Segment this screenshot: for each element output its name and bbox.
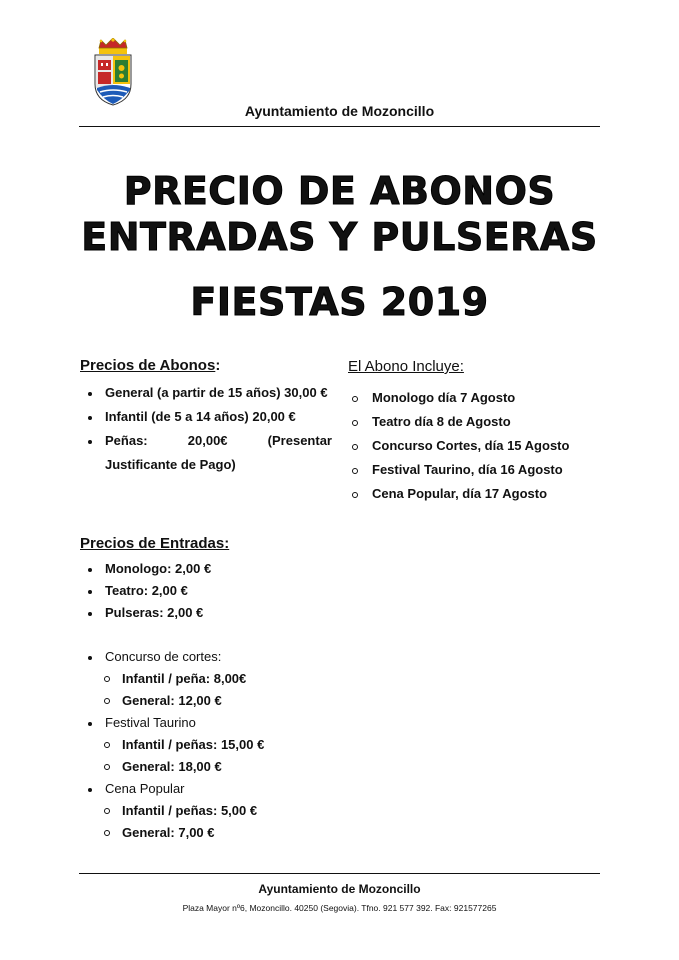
list-item: Cena Popular bbox=[80, 778, 380, 800]
list-item: Infantil / peñas: 5,00 € bbox=[80, 800, 380, 822]
abonos-heading: Precios de Abonos: bbox=[80, 357, 221, 374]
coat-of-arms-icon bbox=[92, 38, 134, 106]
list-item: Monologo: 2,00 € bbox=[80, 558, 380, 580]
list-item: General: 7,00 € bbox=[80, 822, 380, 844]
circle-bullet-icon bbox=[352, 420, 358, 426]
circle-bullet-icon bbox=[104, 808, 110, 814]
list-item: Monologo día 7 Agosto bbox=[350, 386, 650, 410]
circle-bullet-icon bbox=[104, 676, 110, 682]
circle-bullet-icon bbox=[104, 698, 110, 704]
bullet-icon bbox=[88, 656, 92, 660]
header-org-name: Ayuntamiento de Mozoncillo bbox=[244, 103, 435, 119]
incluye-list bbox=[350, 386, 650, 506]
circle-bullet-icon bbox=[352, 492, 358, 498]
list-item: Infantil / peña: 8,00€ bbox=[80, 668, 380, 690]
list-item: Teatro día 8 de Agosto bbox=[350, 410, 650, 434]
list-item: Festival Taurino, día 16 Agosto bbox=[350, 458, 650, 482]
circle-bullet-icon bbox=[352, 444, 358, 450]
bullet-icon bbox=[88, 416, 92, 420]
abonos-list bbox=[80, 381, 332, 477]
list-item: Cena Popular, día 17 Agosto bbox=[350, 482, 650, 506]
circle-bullet-icon bbox=[104, 742, 110, 748]
circle-bullet-icon bbox=[104, 764, 110, 770]
title-line-3: FIESTAS 2019 bbox=[190, 280, 489, 324]
list-item: General (a partir de 15 años) 30,00 € bbox=[80, 381, 332, 405]
list-item: Peñas: 20,00€ (Presentar Justificante de Pago) bbox=[80, 429, 332, 477]
bullet-icon bbox=[88, 568, 92, 572]
circle-bullet-icon bbox=[104, 830, 110, 836]
list-item: Infantil (de 5 a 14 años) 20,00 € bbox=[80, 405, 332, 429]
entradas-list bbox=[80, 558, 380, 844]
bullet-icon bbox=[88, 722, 92, 726]
entradas-heading: Precios de Entradas: bbox=[80, 535, 230, 552]
bullet-icon bbox=[88, 392, 92, 396]
footer-divider bbox=[79, 873, 600, 874]
header-divider bbox=[79, 126, 600, 127]
footer-address: Plaza Mayor nº6, Mozoncillo. 40250 (Segovia). Tfno. 921 577 392. Fax: 921577265 bbox=[182, 903, 497, 913]
list-item: General: 12,00 € bbox=[80, 690, 380, 712]
bullet-icon bbox=[88, 590, 92, 594]
list-item: Teatro: 2,00 € bbox=[80, 580, 380, 602]
list-item: Festival Taurino bbox=[80, 712, 380, 734]
list-item: Pulseras: 2,00 € bbox=[80, 602, 380, 624]
footer-org-name: Ayuntamiento de Mozoncillo bbox=[258, 882, 421, 896]
bullet-icon bbox=[88, 440, 92, 444]
circle-bullet-icon bbox=[352, 396, 358, 402]
list-item: General: 18,00 € bbox=[80, 756, 380, 778]
bullet-icon bbox=[88, 788, 92, 792]
list-item: Concurso Cortes, día 15 Agosto bbox=[350, 434, 650, 458]
circle-bullet-icon bbox=[352, 468, 358, 474]
title-line-1: PRECIO DE ABONOS bbox=[123, 169, 556, 213]
incluye-heading: El Abono Incluye: bbox=[348, 358, 464, 375]
title-line-2: ENTRADAS Y PULSERAS bbox=[81, 215, 598, 259]
list-item: Infantil / peñas: 15,00 € bbox=[80, 734, 380, 756]
bullet-icon bbox=[88, 612, 92, 616]
list-item: Concurso de cortes: bbox=[80, 646, 380, 668]
